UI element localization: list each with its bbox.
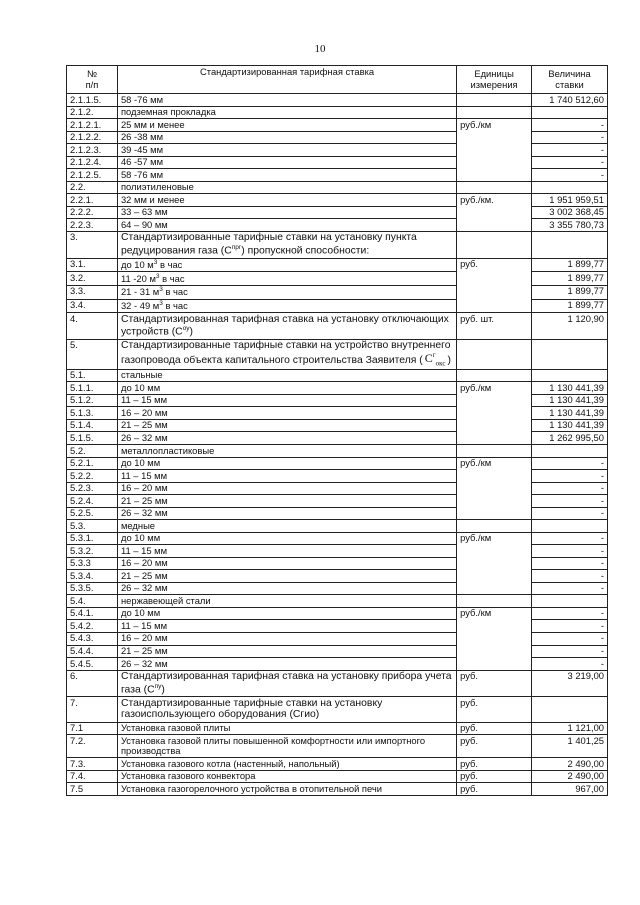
table-row [67,169,608,182]
row-unit [457,231,532,258]
row-number: 5.1.1. [67,382,118,395]
row-description: 21 - 31 $м^3$ в час [117,285,456,299]
row-value: - [532,570,608,583]
table-row [67,735,608,758]
table-row [67,382,608,395]
row-value: - [532,119,608,132]
row-unit [457,545,532,558]
row-value: 1 740 512,60 [532,94,608,107]
row-unit [457,169,532,182]
row-unit [457,495,532,508]
table-row [67,670,608,697]
row-description: 26 – 32 мм [117,582,456,595]
row-value [532,595,608,608]
row-value: - [532,645,608,658]
row-description: Стандартизированные тарифные ставки на установку газоиспользующего оборудования (Сгио) [117,697,456,722]
table-row [67,258,608,272]
row-number: 5.3. [67,520,118,533]
row-number: 3.1. [67,258,118,272]
row-unit [457,570,532,583]
row-number: 2.1.2.1. [67,119,118,132]
row-value: 1 899,77 [532,272,608,286]
row-number: 5.3.3 [67,557,118,570]
table-row [67,482,608,495]
row-value: 1 130 441,39 [532,394,608,407]
row-number: 2.1.2.2. [67,131,118,144]
row-unit [457,94,532,107]
table-row [67,445,608,458]
row-value: 1 401,25 [532,735,608,758]
row-value [532,339,608,369]
row-unit: руб. шт. [457,313,532,340]
row-value [532,369,608,382]
row-number: 5.3.5. [67,582,118,595]
row-unit: руб. [457,722,532,735]
row-number: 7.4. [67,770,118,783]
row-description: 16 – 20 мм [117,407,456,420]
row-number: 5.1.5. [67,432,118,445]
tariff-table [66,65,608,796]
row-description: 11 – 15 мм [117,470,456,483]
row-description: до 10 мм [117,382,456,395]
row-unit [457,407,532,420]
row-value: - [532,131,608,144]
table-row [67,470,608,483]
row-value [532,445,608,458]
row-value: - [532,507,608,520]
row-unit [457,432,532,445]
row-number: 6. [67,670,118,697]
row-number: 3.2. [67,272,118,286]
row-value [532,520,608,533]
row-number: 2.2.1. [67,194,118,207]
row-number: 5.1.2. [67,394,118,407]
header-unit: Единицы измерения [457,66,532,94]
row-description: полиэтиленовые [117,181,456,194]
row-unit [457,299,532,313]
row-value: - [532,169,608,182]
row-description: 26 -38 мм [117,131,456,144]
table-row [67,181,608,194]
row-unit [457,106,532,119]
table-row [67,758,608,771]
row-number: 5.4.2. [67,620,118,633]
row-description: металлопластиковые [117,445,456,458]
row-number: 5. [67,339,118,369]
row-number: 2.2. [67,181,118,194]
row-number: 3.4. [67,299,118,313]
row-number: 5.3.1. [67,532,118,545]
row-unit [457,285,532,299]
row-unit: руб. [457,735,532,758]
row-number: 2.2.3. [67,219,118,232]
table-row [67,194,608,207]
row-description: 26 – 32 мм [117,432,456,445]
row-unit [457,445,532,458]
row-description: 32 мм и менее [117,194,456,207]
row-number: 2.1.1.5. [67,94,118,107]
row-description: до 10 $м^3$ в час [117,258,456,272]
table-row [67,419,608,432]
row-number: 3.3. [67,285,118,299]
row-description: Установка газовой плиты повышенной комфортности или импортного производства [117,735,456,758]
table-row [67,507,608,520]
page-number: 10 [314,43,326,55]
row-unit [457,131,532,144]
row-unit: руб./км. [457,194,532,207]
row-value: 3 002 368,45 [532,206,608,219]
table-row [67,369,608,382]
row-description: стальные [117,369,456,382]
row-unit [457,181,532,194]
row-description: медные [117,520,456,533]
row-unit: руб./км [457,457,532,470]
row-number: 5.3.4. [67,570,118,583]
row-description: 26 – 32 мм [117,507,456,520]
row-number: 2.1.2.5. [67,169,118,182]
row-value: - [532,557,608,570]
row-unit [457,470,532,483]
table-row [67,520,608,533]
row-description: Стандартизированная тарифная ставка на установку отключающих устройств $(С^{оу})$ [117,313,456,340]
table-row [67,595,608,608]
row-description: до 10 мм [117,532,456,545]
formula-symbol: $C^г_{окс}$ [424,351,446,368]
row-number: 5.4. [67,595,118,608]
table-row [67,339,608,369]
table-row [67,620,608,633]
row-number: 5.2.4. [67,495,118,508]
row-description: 46 -57 мм [117,156,456,169]
row-description: 58 -76 мм [117,94,456,107]
row-value: - [532,582,608,595]
table-row [67,557,608,570]
row-description: 58 -76 мм [117,169,456,182]
table-row [67,231,608,258]
row-value: - [532,620,608,633]
row-number: 5.2.5. [67,507,118,520]
row-unit [457,507,532,520]
row-description: 21 – 25 мм [117,570,456,583]
row-value: 1 899,77 [532,258,608,272]
row-number: 5.2.3. [67,482,118,495]
row-description: 33 – 63 мм [117,206,456,219]
table-row [67,457,608,470]
row-value: 1 130 441,39 [532,419,608,432]
row-unit [457,394,532,407]
row-description: Установка газового конвектора [117,770,456,783]
row-unit [457,272,532,286]
row-description: до 10 мм [117,607,456,620]
row-number: 7.1 [67,722,118,735]
header-value: Величина ставки [532,66,608,94]
row-number: 7.3. [67,758,118,771]
table-row [67,206,608,219]
row-description: Установка газового котла (настенный, напольный) [117,758,456,771]
row-number: 7.2. [67,735,118,758]
table-row [67,658,608,671]
table-row [67,106,608,119]
row-unit [457,369,532,382]
table-row [67,770,608,783]
row-unit: руб. [457,770,532,783]
row-value: - [532,607,608,620]
table-header-row [67,66,608,94]
row-description: 16 – 20 мм [117,482,456,495]
row-description: 64 – 90 мм [117,219,456,232]
row-value: 2 490,00 [532,770,608,783]
row-number: 5.4.4. [67,645,118,658]
row-value: - [532,482,608,495]
row-number: 5.2.1. [67,457,118,470]
table-row [67,394,608,407]
row-number: 5.2.2. [67,470,118,483]
table-row [67,313,608,340]
row-unit [457,582,532,595]
row-number: 3. [67,231,118,258]
row-description: Стандартизированная тарифная ставка на установку прибора учета газа $(С^{пу})$ [117,670,456,697]
row-value: 3 355 780,73 [532,219,608,232]
row-unit: руб. [457,758,532,771]
row-value [532,231,608,258]
row-value: - [532,144,608,157]
row-description: Стандартизированные тарифные ставки на установку пункта редуцирования газа $(С^{прг})$ пропускной способности: [117,231,456,258]
row-description: 25 мм и менее [117,119,456,132]
header-num: № п/п [67,66,118,94]
row-unit: руб. [457,783,532,796]
row-description: 21 – 25 мм [117,495,456,508]
row-value: 1 899,77 [532,299,608,313]
row-value: - [532,658,608,671]
row-value [532,106,608,119]
row-unit [457,557,532,570]
header-description: Стандартизированная тарифная ставка [117,66,456,94]
row-value: - [532,545,608,558]
row-unit [457,620,532,633]
row-unit: руб./км [457,119,532,132]
table-row [67,94,608,107]
row-value: - [532,632,608,645]
row-unit [457,632,532,645]
row-number: 5.1. [67,369,118,382]
row-description: Стандартизированные тарифные ставки на устройство внутреннего газопровода объекта капитального строительства Заявителя ( $C^г_{окс}$ ) [117,339,456,369]
row-value: 1 262 995,50 [532,432,608,445]
row-unit [457,645,532,658]
row-description: 11 – 15 мм [117,545,456,558]
row-description: 21 – 25 мм [117,645,456,658]
row-unit [457,520,532,533]
row-number: 5.3.2. [67,545,118,558]
row-unit [457,595,532,608]
table-row [67,299,608,313]
table-row [67,119,608,132]
row-number: 2.1.2.3. [67,144,118,157]
row-description: 16 – 20 мм [117,632,456,645]
row-unit: руб./км [457,532,532,545]
row-description: Установка газогорелочного устройства в отопительной печи [117,783,456,796]
row-value: 3 219,00 [532,670,608,697]
table-row [67,407,608,420]
row-unit [457,658,532,671]
row-description: 16 – 20 мм [117,557,456,570]
row-description: 21 – 25 мм [117,419,456,432]
row-description: 11 – 15 мм [117,620,456,633]
row-number: 5.4.3. [67,632,118,645]
row-value [532,181,608,194]
table-row [67,607,608,620]
row-number: 7.5 [67,783,118,796]
table-row [67,432,608,445]
table-row [67,144,608,157]
row-number: 5.1.3. [67,407,118,420]
table-row [67,582,608,595]
row-description: подземная прокладка [117,106,456,119]
table-row [67,285,608,299]
row-number: 5.4.5. [67,658,118,671]
row-value: - [532,532,608,545]
row-value: - [532,495,608,508]
row-unit: руб. [457,258,532,272]
table-row [67,131,608,144]
row-unit [457,206,532,219]
row-description: Установка газовой плиты [117,722,456,735]
table-row [67,219,608,232]
row-value [532,697,608,722]
row-value: - [532,156,608,169]
row-value: 1 899,77 [532,285,608,299]
table-row [67,570,608,583]
table-row [67,645,608,658]
row-unit: руб. [457,670,532,697]
row-description: 32 - 49 $м^3$ в час [117,299,456,313]
row-number: 5.2. [67,445,118,458]
row-description: 39 -45 мм [117,144,456,157]
row-number: 2.2.2. [67,206,118,219]
row-unit [457,339,532,369]
row-value: 1 120,90 [532,313,608,340]
row-value: - [532,457,608,470]
row-number: 2.1.2.4. [67,156,118,169]
row-unit [457,144,532,157]
row-unit: руб. [457,697,532,722]
table-row [67,632,608,645]
row-description: 11 – 15 мм [117,394,456,407]
row-number: 5.4.1. [67,607,118,620]
row-unit [457,156,532,169]
row-unit [457,419,532,432]
table-row [67,545,608,558]
row-value: 1 951 959,51 [532,194,608,207]
row-number: 7. [67,697,118,722]
row-number: 4. [67,313,118,340]
row-number: 5.1.4. [67,419,118,432]
table-row [67,722,608,735]
row-value: 2 490,00 [532,758,608,771]
row-value: 967,00 [532,783,608,796]
row-value: 1 121,00 [532,722,608,735]
row-value: - [532,470,608,483]
table-row [67,156,608,169]
table-row [67,783,608,796]
row-number: 2.1.2. [67,106,118,119]
row-description: 11 -20 $м^3$ в час [117,272,456,286]
table-row [67,495,608,508]
row-unit [457,219,532,232]
row-value: 1 130 441,39 [532,382,608,395]
row-unit [457,482,532,495]
row-value: 1 130 441,39 [532,407,608,420]
row-unit: руб./км [457,382,532,395]
row-description: 26 – 32 мм [117,658,456,671]
table-row [67,272,608,286]
table-row [67,697,608,722]
table-row [67,532,608,545]
row-description: до 10 мм [117,457,456,470]
row-description: нержавеющей стали [117,595,456,608]
row-unit: руб./км [457,607,532,620]
